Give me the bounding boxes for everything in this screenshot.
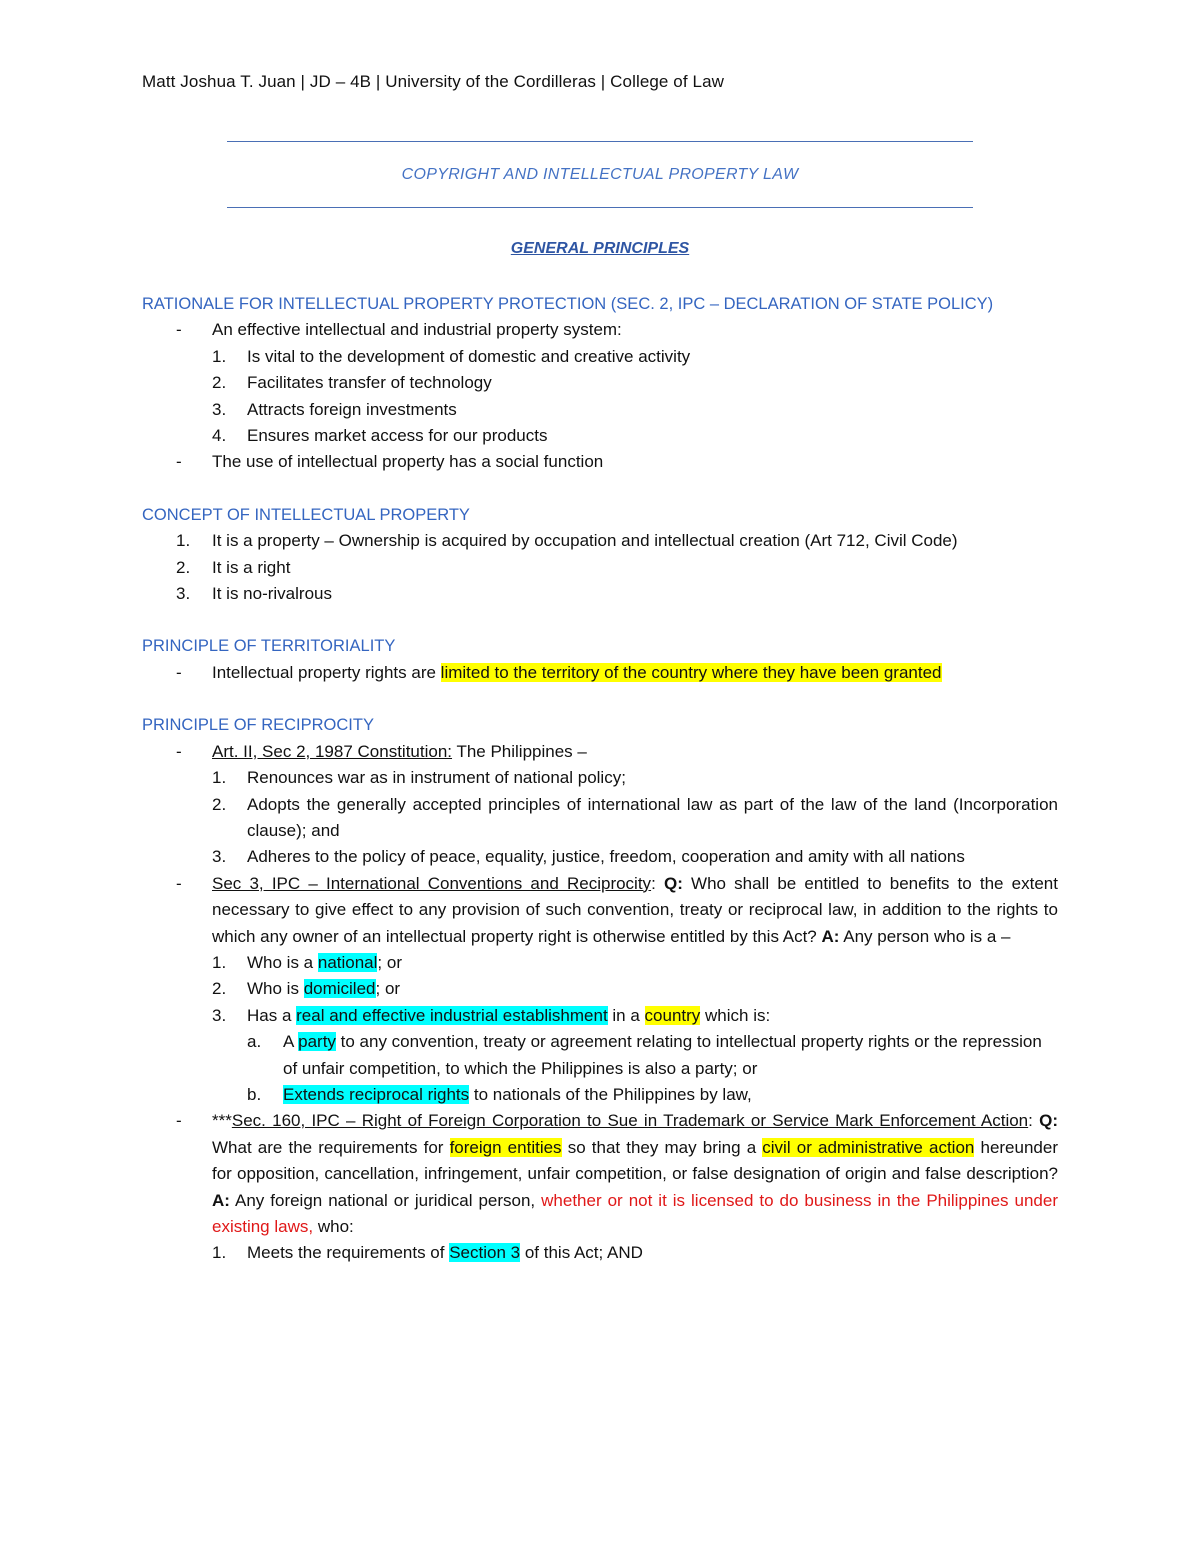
list-item: 3. Has a real and effective industrial establishment in a country which is: <box>212 1005 771 1025</box>
list-item: 4. Ensures market access for our products <box>212 426 548 446</box>
highlight: Section 3 <box>449 1243 521 1263</box>
bullet: - Art. II, Sec 2, 1987 Constitution: The Philippines – <box>176 741 587 761</box>
list-item: 1. Meets the requirements of Section 3 of this Act; AND <box>212 1243 643 1263</box>
bullet: - ***Sec. 160, IPC – Right of Foreign Corporation to Sue in Trademark or Service Mark Enforcement Action: Q: What are the requirements for foreign entities so that they may bring a civil or administrative action hereunder for opposition, cancellation, infringement, unfair competition, or false designation of origin and false description? A: Any foreign national or juridical person, whether or not it is licensed to do business in the Philippines under existing laws, who: <box>176 1111 1058 1236</box>
highlight: country <box>644 1005 701 1025</box>
list-item: 1. Is vital to the development of domestic and creative activity <box>212 346 691 366</box>
bullet: - An effective intellectual and industrial property system: <box>176 320 622 340</box>
document-body <box>142 291 1058 1267</box>
list-item: 3. Attracts foreign investments <box>212 399 457 419</box>
bullet: - Intellectual property rights are limited to the territory of the country where they have been granted <box>176 662 942 682</box>
legal-reference: Sec 3, IPC – International Conventions and Reciprocity <box>212 873 652 893</box>
legal-reference: Sec. 160, IPC – Right of Foreign Corporation to Sue in Trademark or Service Mark Enforcement Action <box>231 1111 1029 1131</box>
legal-reference: Art. II, Sec 2, 1987 Constitution: <box>212 741 453 761</box>
list-item: 3. It is no-rivalrous <box>176 584 332 604</box>
highlight: civil or administrative action <box>762 1137 975 1157</box>
list-item: 1. It is a property – Ownership is acquired by occupation and intellectual creation (Art 712, Civil Code) <box>176 531 958 551</box>
section-title: GENERAL PRINCIPLES <box>510 240 690 257</box>
heading-rationale: RATIONALE FOR INTELLECTUAL PROPERTY PROTECTION (SEC. 2, IPC – DECLARATION OF STATE POLICY) <box>142 295 994 313</box>
red-emphasis: whether or not it is licensed to do business in the Philippines under existing laws, <box>212 1190 1058 1236</box>
bullet: - The use of intellectual property has a social function <box>176 452 604 472</box>
list-item: b. Extends reciprocal rights to nationals of the Philippines by law, <box>247 1084 752 1104</box>
heading-concept: CONCEPT OF INTELLECTUAL PROPERTY <box>142 505 470 524</box>
title-rule-bottom <box>227 207 973 208</box>
list-item: 2. Facilitates transfer of technology <box>212 373 492 393</box>
highlight: real and effective industrial establishment <box>296 1005 608 1025</box>
list-item: 1. Who is a national; or <box>212 952 402 972</box>
list-item: 3. Adheres to the policy of peace, equality, justice, freedom, cooperation and amity with all nations <box>212 847 965 867</box>
list-item: 2. Who is domiciled; or <box>212 979 401 999</box>
heading-territoriality: PRINCIPLE OF TERRITORIALITY <box>142 637 396 656</box>
highlight: national <box>317 952 378 972</box>
title-rule-top <box>227 141 973 142</box>
document-title: COPYRIGHT AND INTELLECTUAL PROPERTY LAW <box>401 166 799 183</box>
highlight: party <box>298 1032 336 1052</box>
list-item: a. A party to any convention, treaty or agreement relating to intellectual property rights or the repression of unfair competition, to which the Philippines is also a party; or <box>247 1032 1042 1078</box>
highlight: domiciled <box>303 979 376 999</box>
page-header: Matt Joshua T. Juan | JD – 4B | University of the Cordilleras | College of Law <box>142 72 724 91</box>
list-item: 2. Adopts the generally accepted principles of international law as part of the law of the land (Incorporation clause); and <box>212 794 1058 840</box>
list-item: 1. Renounces war as in instrument of national policy; <box>212 768 626 788</box>
list-item: 2. It is a right <box>176 557 291 577</box>
heading-reciprocity: PRINCIPLE OF RECIPROCITY <box>142 716 374 735</box>
bullet: - Sec 3, IPC – International Conventions and Reciprocity: Q: Who shall be entitled to benefits to the extent necessary to give effect to any provision of such convention, treaty or reciprocal law, in addition to the rights to which any owner of an intellectual property right is otherwise entitled by this Act? A: Any person who is a – <box>176 873 1058 946</box>
highlight: foreign entities <box>449 1137 562 1157</box>
highlight: limited to the territory of the country where they have been granted <box>440 662 942 682</box>
highlight: Extends reciprocal rights <box>283 1084 470 1104</box>
